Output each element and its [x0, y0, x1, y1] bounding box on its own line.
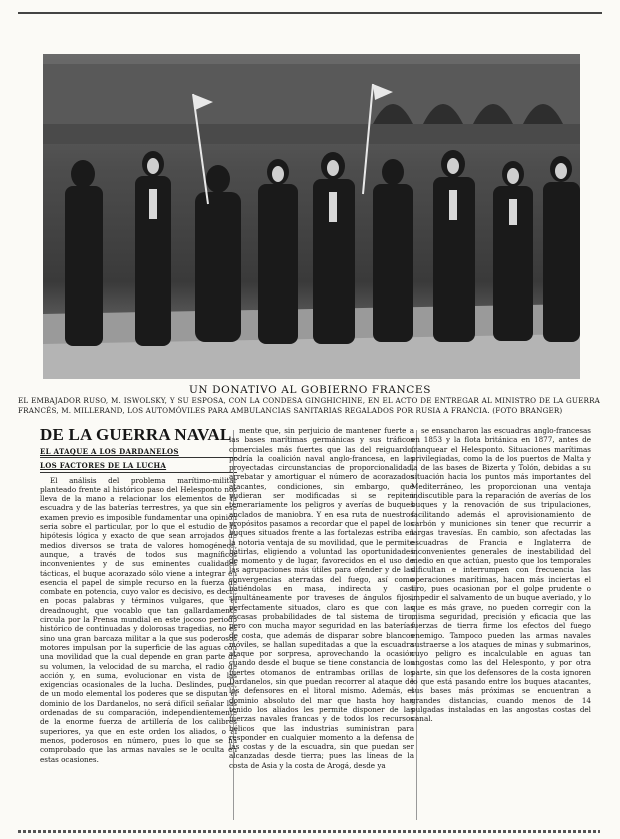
article-column-2 [229, 426, 414, 824]
bottom-rule [18, 830, 600, 833]
article-text-col3: se ensancharon las escuadras anglo-francesas en 1853 y la flota británica en 1877, antes de franquear el Helesponto. Situaciones marítimas privilegiadas, como la de los puertos de Malta y la de las bases de Bizerta y Tolón, debidas a su situación hacia los puntos más importantes del Mediterráneo, les proporcionan una ventaja indiscutible para la reparación de averías de los buques y la renovación de sus tripulaciones, facilitando además el aprovisionamiento de carbón y municiones sin tener que recurrir a largas travesías. En cambio, son afectadas las escuadras de Francia e Inglaterra de inconvenientes generales de inestabilidad del medio en que actúan, puesto que los temporales dificultan e interrumpen con frecuencia las operaciones marítimas, hacen más inciertas el tiro, pues ocasionan por el golpe prudente o impedir el salvamento de un buque averiado, y lo que es más grave, no pueden corregir con la misma seguridad, precisión y eficacia que las fuerzas de tierra firme los efectos del fuego enemigo. Tampoco pueden las armas navales sustraerse a los ataques de minas y submarinos, cuyo peligro es incalculable en aguas tan angostas como las del Helesponto, y por otra parte, sin que los defensores de la costa ignoren lo que está pasando entre los buques atacantes, sus bases más próximas se encuentran a grandes distancias, cuando menos de 14 pulgadas instaladas en las angostas costas del canal. [411, 426, 591, 724]
photo-caption-title: UN DONATIVO AL GOBIERNO FRANCES [188, 384, 431, 396]
article-subheading-2: LOS FACTORES DE LA LUCHA [40, 461, 237, 472]
article-headline: DE LA GUERRA NAVAL [40, 426, 232, 444]
photo-illustration [43, 54, 580, 379]
photo-group-dignitaries [43, 54, 580, 379]
top-rule [18, 12, 602, 14]
article-text-col2: mente que, sin perjuicio de mantener fuerte a las bases marítimas germánicas y sus tráficos comerciales más fuertes que las del reiguardo, podría la coalición naval anglo-francesa, en las proyectadas circunstancias de proporcionalidad, arrebatar y amortiguar el número de acorazados atacantes, condiciones, sin embargo, que pudieran ser modificadas si se repiten temerariamente los peligros y averías de buques anclados de maniobra. Y en esa ruta de nuestros propósitos pasamos a recordar que el papel de los buques situados frente a las fortalezas estriba en la notoria ventaja de su movilidad, que le permite batirlas, eligiendo a voluntad las oportunidades de momento y de lugar, favorecidos en el uso de las agrupaciones más útiles para ofender y de las convergencias aterradas del fuego, así como batiéndolas en masa, indirecta y casi simultáneamente por traveses de ángulos fijos, perfectamente situados, claro es que con las escasas probabilidades de tal sistema de tiro, pero con mucha mayor seguridad en las baterías de costa, que además de disparar sobre blancos móviles, se hallan supeditadas a que la escuadra ataque por sorpresa, aprovechando la ocasión cuando desde el buque se tiene constancia de los fuertes otomanos de entrambas orillas de los Dardanelos, sin que puedan recorrer al ataque de los defensores en el litoral mismo. Además, el dominio absoluto del mar que hasta hoy han tenido los aliados les permite disponer de las fuerzas navales francas y de todos los recursos bélicos que las industrias suministran para responder en cualquier momento a la defensa de las costas y de la escuadra, sin que puedan ser alcanzadas desde tierra; pues las líneas de la costa de Asia y la costa de Arogá, desde ya [229, 426, 414, 770]
article-text-col1: El análisis del problema marítimo-militar planteado frente al histórico paso del Helesponto nos lleva de la mano a relacionar los elementos de la escuadra y de las baterías terrestres, ya que sin ese examen previo es imposible fundamentar una opinión seria sobre el particular, por lo que el estudio de la hipótesis lógica y exacto de que sean arrojados de medios diversos se trata de valores homogéneos, aunque, a través de todos sus magníficos inconvenientes y de sus eminentes cualidades tácticas, el buque acorazado sólo viene a integrar en esencia el papel de simple recurso en la fuerza de combate en potencia, cuyo valor es decisivo, es decir, en pocas palabras y términos vulgares, que el dreadnought, que vocablo que tan gallardamente circula por la Prensa mundial en este jocoso periodo histórico de continuadas y dolorosas tragedias, no es sino una gran barcaza militar a la que sus poderosos motores impulsan por la superficie de las aguas con una movilidad que la cual depende en gran parte de su volumen, la velocidad de su marcha, el radio de acción y, en suma, evolucionar en vista de las exigencias ocasionales de la lucha. Deslindes, pues, de un modo elemental los poderes que se disputan el dominio de los Dardanelos, no será difícil señalar las ordenadas de su comparación, independientemente de la enorme fuerza de artillería de los calibres superiores, ya que en este orden los aliados, o al menos, poderosos en número, pues lo que se ha comprobado que las armas navales se le oculta en estas ocasiones. [40, 475, 237, 764]
article-subheading-1: EL ATAQUE A LOS DARDANELOS [40, 447, 237, 458]
photo-caption-text: EL EMBAJADOR RUSO, M. ISWOLSKY, Y SU ESPOSA, CON LA CONDESA GINGHICHINE, EN EL ACTO DE ENTREGAR AL MINISTRO DE LA GUERRA FRANCÉS, M. MILLERAND, LOS AUTOMÓVILES PARA AMBULANCIAS SANITARIAS REGALADOS POR RUSIA A FRANCIA. (FOTO BRANGER) [18, 396, 600, 415]
article-column-1 [40, 426, 237, 824]
article-column-3 [411, 426, 591, 824]
